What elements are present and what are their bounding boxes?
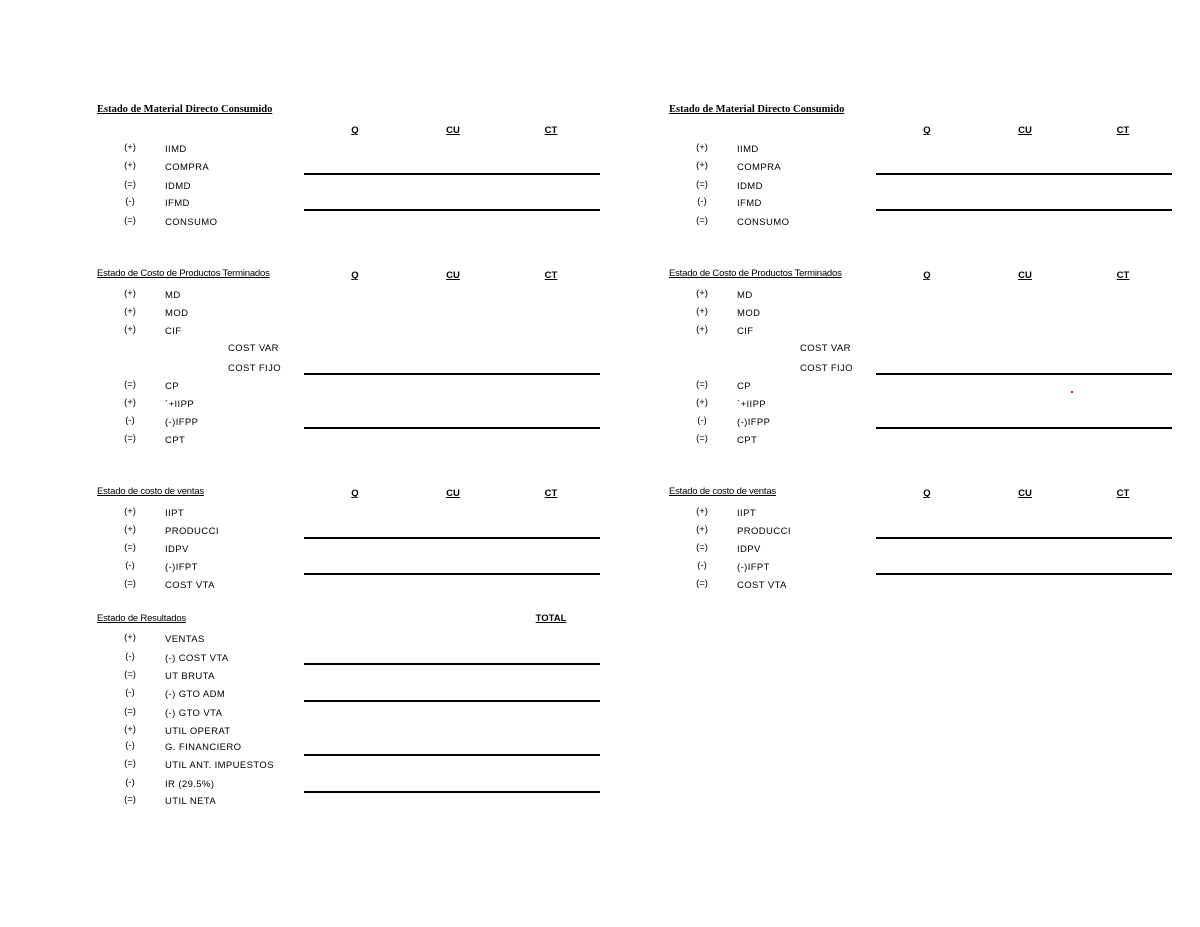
row-label: IIMD [737,144,759,155]
sign-indicator: (+) [696,142,708,153]
sign-indicator: (+) [696,397,708,408]
sign-indicator: (+) [124,324,136,335]
row-label: G. FINANCIERO [165,742,242,753]
column-header-q: Q [351,488,359,499]
sign-indicator: (-) [125,196,135,207]
subtotal-rule [304,573,600,575]
row-label: COST FIJO [800,363,854,374]
sign-indicator: (+) [124,288,136,299]
subtotal-rule [304,754,600,756]
column-header-q: Q [351,270,359,281]
subtotal-rule [304,427,600,429]
row-label: MOD [737,308,761,319]
sign-indicator: (=) [124,379,136,390]
sign-indicator: (+) [696,524,708,535]
row-label: CP [737,381,751,392]
row-label: COST VAR [228,343,279,354]
subtotal-rule [304,173,600,175]
subtotal-rule [304,791,600,793]
row-label: ´+IIPP [165,399,195,410]
column-header-ct: CT [544,125,558,136]
sign-indicator: (=) [696,542,708,553]
section-title-costo-ventas: Estado de costo de ventas [97,486,204,497]
column-header-ct: CT [544,488,558,499]
row-label: COST FIJO [228,363,282,374]
row-label: (-) COST VTA [165,653,229,664]
sign-indicator: (=) [696,433,708,444]
sign-indicator: (-) [125,740,135,751]
row-label: IIPT [737,508,757,519]
sign-indicator: (-) [125,777,135,788]
row-label: IDMD [737,181,763,192]
row-label: ´+IIPP [737,399,767,410]
section-title-costo-ventas: Estado de costo de ventas [669,486,776,497]
sign-indicator: (=) [124,758,136,769]
subtotal-rule [304,209,600,211]
sign-indicator: (=) [124,433,136,444]
sign-indicator: (+) [124,160,136,171]
column-header-cu: CU [446,270,460,281]
row-label: COST VTA [737,580,787,591]
subtotal-rule [876,537,1172,539]
row-label: IDPV [737,544,761,555]
row-label: UT BRUTA [165,671,215,682]
subtotal-rule [876,209,1172,211]
row-label: IDPV [165,544,189,555]
sign-indicator: (=) [124,215,136,226]
sign-indicator: (=) [696,179,708,190]
sign-indicator: (-) [125,415,135,426]
row-label: IIMD [165,144,187,155]
row-label: (-)IFPP [165,417,199,428]
sign-indicator: (=) [124,578,136,589]
row-label: COMPRA [165,162,210,173]
subtotal-rule [304,663,600,665]
sign-indicator: (+) [124,397,136,408]
row-label: MD [737,290,753,301]
sign-indicator: (=) [696,578,708,589]
column-header-ct: CT [544,270,558,281]
sign-indicator: (+) [124,306,136,317]
row-label: COST VAR [800,343,851,354]
stray-mark [1071,391,1073,393]
column-header-ct: CT [1116,270,1130,281]
sign-indicator: (=) [124,542,136,553]
row-label: IFMD [165,198,190,209]
row-label: CIF [737,326,754,337]
sign-indicator: (-) [697,415,707,426]
column-header-cu: CU [1018,270,1032,281]
row-label: UTIL NETA [165,796,217,807]
row-label: CIF [165,326,182,337]
row-label: PRODUCCI [737,526,791,537]
sign-indicator: (+) [696,288,708,299]
subtotal-rule [304,537,600,539]
row-label: VENTAS [165,634,205,645]
sign-indicator: (=) [696,215,708,226]
column-header-q: Q [351,125,359,136]
row-label: UTIL ANT. IMPUESTOS [165,760,274,771]
column-header-ct: CT [1116,488,1130,499]
sign-indicator: (+) [124,142,136,153]
sign-indicator: (+) [124,524,136,535]
column-header-q: Q [923,270,931,281]
row-label: MD [165,290,181,301]
sign-indicator: (+) [124,632,136,643]
subtotal-rule [304,373,600,375]
column-header-q: Q [923,488,931,499]
sign-indicator: (-) [697,196,707,207]
subtotal-rule [876,573,1172,575]
row-label: CONSUMO [737,217,790,228]
row-label: IFMD [737,198,762,209]
column-header-cu: CU [1018,125,1032,136]
row-label: CPT [737,435,758,446]
column-header-cu: CU [1018,488,1032,499]
sign-indicator: (+) [696,506,708,517]
sign-indicator: (+) [124,506,136,517]
row-label: (-) GTO ADM [165,689,226,700]
subtotal-rule [304,700,600,702]
subtotal-rule [876,427,1172,429]
sign-indicator: (+) [696,306,708,317]
row-label: CP [165,381,179,392]
section-title-resultados: Estado de Resultados [97,613,186,624]
section-title-costo-prod: Estado de Costo de Productos Terminados [669,268,842,279]
sign-indicator: (=) [696,379,708,390]
row-label: (-)IFPP [737,417,771,428]
column-header-total: TOTAL [535,613,567,624]
sign-indicator: (+) [696,324,708,335]
section-title-mat-dir: Estado de Material Directo Consumido [97,104,273,115]
subtotal-rule [876,373,1172,375]
row-label: COST VTA [165,580,215,591]
row-label: IDMD [165,181,191,192]
row-label: (-) GTO VTA [165,708,223,719]
row-label: COMPRA [737,162,782,173]
row-label: (-)IFPT [165,562,198,573]
row-label: MOD [165,308,189,319]
sign-indicator: (+) [124,724,136,735]
column-header-q: Q [923,125,931,136]
column-header-cu: CU [446,125,460,136]
sign-indicator: (-) [697,560,707,571]
sign-indicator: (=) [124,794,136,805]
row-label: (-)IFPT [737,562,770,573]
row-label: IR (29.5%) [165,779,215,790]
row-label: IIPT [165,508,185,519]
sign-indicator: (-) [125,560,135,571]
sign-indicator: (=) [124,179,136,190]
sign-indicator: (+) [696,160,708,171]
sign-indicator: (-) [125,651,135,662]
row-label: CONSUMO [165,217,218,228]
subtotal-rule [876,173,1172,175]
section-title-costo-prod: Estado de Costo de Productos Terminados [97,268,270,279]
sign-indicator: (-) [125,687,135,698]
row-label: CPT [165,435,186,446]
column-header-ct: CT [1116,125,1130,136]
section-title-mat-dir: Estado de Material Directo Consumido [669,104,845,115]
sign-indicator: (=) [124,669,136,680]
sign-indicator: (=) [124,706,136,717]
row-label: UTIL OPERAT [165,726,231,737]
row-label: PRODUCCI [165,526,219,537]
column-header-cu: CU [446,488,460,499]
